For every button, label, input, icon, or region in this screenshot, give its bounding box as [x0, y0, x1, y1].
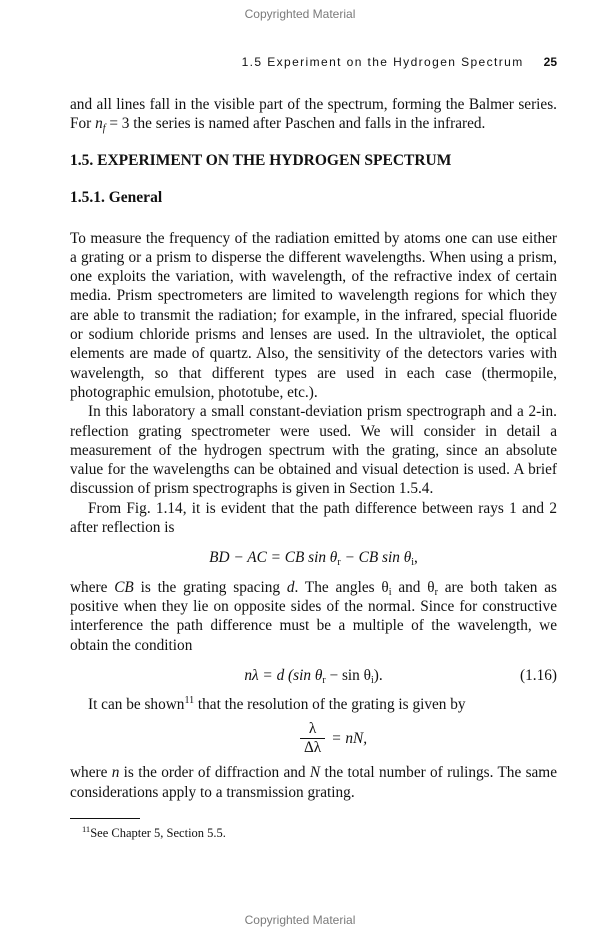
eq-grating-mid: − sin θ [325, 666, 371, 684]
copyright-watermark-bottom: Copyrighted Material [244, 913, 356, 927]
p4-cb: CB [114, 578, 134, 596]
resolution-fraction [300, 720, 325, 757]
p4-f: are both taken as positive when they lie on opposite sides of the normal. Since for constructive interference the path difference must be a multiple of the wavelength, we obtain the condition [70, 578, 557, 654]
eq-path-sub-i: i [411, 557, 414, 569]
equation-path-difference [70, 548, 557, 567]
p6-a: where [70, 764, 112, 782]
p4-a: where [70, 578, 115, 596]
p4-sub-r: r [434, 586, 438, 598]
footnote-mark: 11 [82, 824, 91, 835]
eq-path-mid: − CB sin θ [340, 549, 412, 567]
intro-n-sub: f [102, 123, 106, 135]
p6-b: is the order of diffraction and [119, 764, 310, 782]
paragraph-4 [70, 578, 557, 655]
equation-1-16 [70, 666, 557, 685]
paragraph-1: To measure the frequency of the radiation emitted by atoms one can use either a grating or a prism to disperse the different wavelengths. When using a prism, one exploits the variation, with wavelength, of the refractive index of certain media. Prism spectrometers are limited to wavelength regions for which they are able to transmit the radiation; for example, in the infrared, special fluoride or sodium chloride prisms and lenses are used. In the ultraviolet, the optical elements are made of quartz. Also, the sensitivity of the detectors varies with wavelength, so that different types are used in each case (thermopile, photographic emulsion, phototube, etc.). [70, 229, 557, 401]
p6-N: N [309, 764, 321, 782]
copyright-watermark-top: Copyrighted Material [244, 7, 356, 21]
resolution-rhs: = nN, [331, 730, 368, 748]
p5-a: It can be shown [88, 696, 185, 714]
intro-text-b: = 3 the series is named after Paschen and falls in the infrared. [105, 115, 486, 133]
p4-e: and θ [391, 578, 435, 596]
footnote-reference: 11 [184, 695, 195, 707]
eq-path-lhs: BD − AC = CB sin θ [209, 549, 338, 567]
p4-c: . The angles θ [294, 578, 389, 596]
intro-paragraph [70, 95, 557, 134]
p6-c: the total number of rulings. The same considerations apply to a transmission grating. [70, 764, 557, 801]
eq-path-sub-r: r [337, 557, 341, 569]
footnote-text: See Chapter 5, Section 5.5. [90, 826, 226, 841]
eq-grating-lhs: nλ = d (sin θ [244, 666, 323, 684]
p4-sub-i: i [388, 586, 392, 598]
p5-b: that the resolution of the grating is given by [194, 696, 466, 714]
page-content [70, 95, 557, 841]
paragraph-2: In this laboratory a small constant-deviation prism spectrograph and a 2-in. reflection grating spectrometer were used. We will consider in detail a measurement of the hydrogen spectrum with the grating, since an absolute value for the wavelengths can be obtained and visual detection is used. A brief discussion of prism spectrographs is given in Section 1.5.4. [70, 403, 557, 498]
intro-n: n [95, 115, 103, 133]
p4-d: d [286, 578, 295, 596]
p6-n: n [111, 764, 120, 782]
running-head [70, 55, 557, 69]
paragraph-5 [70, 695, 557, 714]
p4-b: is the grating spacing [133, 578, 287, 596]
section-heading: 1.5. EXPERIMENT ON THE HYDROGEN SPECTRUM [70, 151, 452, 169]
eq-grating-sub-r: r [322, 674, 326, 686]
footnote-11 [70, 825, 557, 841]
footnote-divider [70, 818, 140, 819]
equation-number: (1.16) [520, 666, 557, 684]
paragraph-3: From Fig. 1.14, it is evident that the path difference between rays 1 and 2 after reflection is [70, 499, 557, 537]
eq-path-end: , [414, 549, 418, 567]
fraction-numerator: λ [308, 720, 317, 738]
equation-resolution [110, 720, 557, 757]
page-number: 25 [543, 55, 557, 69]
paragraph-6 [70, 763, 557, 802]
fraction-denominator: Δλ [300, 738, 325, 757]
eq-grating-sub-i: i [370, 674, 374, 686]
subsection-heading: 1.5.1. General [70, 188, 163, 206]
running-head-title: 1.5 Experiment on the Hydrogen Spectrum [241, 55, 524, 69]
eq-grating-end: ). [373, 666, 383, 684]
intro-text-a: and all lines fall in the visible part of the spectrum, forming the Balmer series. For [70, 96, 557, 133]
